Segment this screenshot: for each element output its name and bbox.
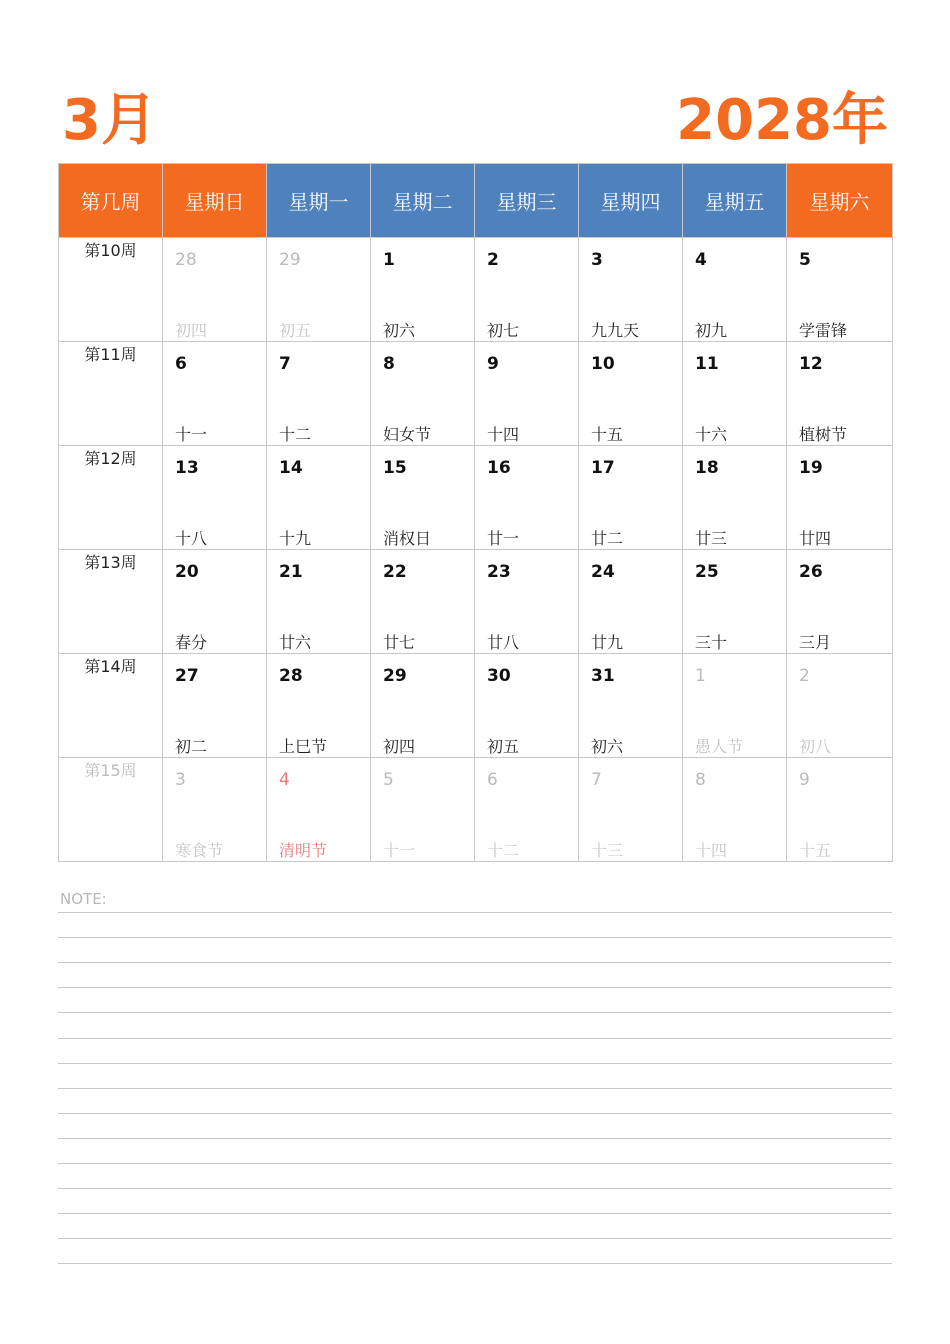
lunar-date: 廿三 xyxy=(695,529,728,548)
lunar-date: 廿九 xyxy=(591,633,624,652)
note-line xyxy=(58,962,892,963)
day-number: 6 xyxy=(487,770,498,790)
day-number: 28 xyxy=(279,666,303,686)
lunar-date: 九九天 xyxy=(591,321,640,340)
note-line xyxy=(58,1113,892,1114)
day-number: 24 xyxy=(591,562,615,582)
day-number: 10 xyxy=(591,354,615,374)
header-monday: 星期一 xyxy=(267,164,371,238)
note-line xyxy=(58,1263,892,1264)
day-number: 26 xyxy=(799,562,823,582)
lunar-date: 初四 xyxy=(383,737,416,756)
day-cell[interactable] xyxy=(267,758,371,862)
lunar-date: 廿七 xyxy=(383,633,416,652)
day-number: 15 xyxy=(383,458,407,478)
lunar-date: 学雷锋 xyxy=(799,321,848,340)
day-cell[interactable] xyxy=(475,342,579,446)
day-number: 9 xyxy=(487,354,499,374)
week-row xyxy=(59,550,893,654)
header-thursday: 星期四 xyxy=(579,164,683,238)
day-number: 22 xyxy=(383,562,407,582)
header-week-number: 第几周 xyxy=(59,164,163,238)
day-number: 2 xyxy=(487,250,499,270)
day-number: 11 xyxy=(695,354,719,374)
day-cell[interactable] xyxy=(787,238,893,342)
lunar-date: 十一 xyxy=(383,841,416,860)
day-number: 16 xyxy=(487,458,511,478)
lunar-date: 初四 xyxy=(175,321,208,340)
day-number: 27 xyxy=(175,666,199,686)
week-row xyxy=(59,238,893,342)
week-number-label: 第14周 xyxy=(59,654,163,758)
day-number: 31 xyxy=(591,666,615,686)
lunar-date: 十二 xyxy=(487,841,520,860)
day-cell[interactable] xyxy=(475,446,579,550)
day-number: 5 xyxy=(799,250,811,270)
lunar-date: 清明节 xyxy=(279,841,328,860)
day-number: 17 xyxy=(591,458,615,478)
week-row xyxy=(59,342,893,446)
year-title: 2028年 xyxy=(676,88,888,153)
day-cell[interactable] xyxy=(787,446,893,550)
day-cell[interactable] xyxy=(267,446,371,550)
week-row xyxy=(59,654,893,758)
lunar-date: 十二 xyxy=(279,425,312,444)
day-cell[interactable] xyxy=(371,238,475,342)
day-cell[interactable] xyxy=(787,654,893,758)
lunar-date: 廿一 xyxy=(487,529,520,548)
day-cell[interactable] xyxy=(475,758,579,862)
day-cell[interactable] xyxy=(163,342,267,446)
day-cell[interactable] xyxy=(579,550,683,654)
day-cell[interactable] xyxy=(475,238,579,342)
header-wednesday: 星期三 xyxy=(475,164,579,238)
lunar-date: 十五 xyxy=(591,425,624,444)
note-line xyxy=(58,1238,892,1239)
lunar-date: 初九 xyxy=(695,321,728,340)
day-number: 5 xyxy=(383,770,394,790)
day-number: 20 xyxy=(175,562,199,582)
day-number: 8 xyxy=(695,770,706,790)
week-number-label: 第13周 xyxy=(59,550,163,654)
day-number: 25 xyxy=(695,562,719,582)
day-cell[interactable] xyxy=(787,758,893,862)
day-cell[interactable] xyxy=(579,446,683,550)
day-number: 4 xyxy=(695,250,707,270)
note-line xyxy=(58,912,892,913)
note-line xyxy=(58,1188,892,1189)
lunar-date: 三十 xyxy=(695,633,728,652)
day-number: 1 xyxy=(695,666,706,686)
weekday-header-row xyxy=(59,164,893,238)
lunar-date: 初六 xyxy=(591,737,624,756)
note-line xyxy=(58,1038,892,1039)
lunar-date: 廿四 xyxy=(799,529,832,548)
day-number: 29 xyxy=(279,250,301,270)
day-number: 4 xyxy=(279,770,290,790)
note-line xyxy=(58,1163,892,1164)
day-cell[interactable] xyxy=(163,446,267,550)
day-cell[interactable] xyxy=(683,758,787,862)
lunar-date: 十九 xyxy=(279,529,312,548)
note-label: NOTE: xyxy=(60,890,107,908)
lunar-date: 十一 xyxy=(175,425,208,444)
note-line xyxy=(58,1012,892,1013)
week-number-label: 第12周 xyxy=(59,446,163,550)
header-saturday: 星期六 xyxy=(787,164,893,238)
day-number: 23 xyxy=(487,562,511,582)
day-cell[interactable] xyxy=(579,758,683,862)
month-title: 3月 xyxy=(62,88,157,153)
day-number: 8 xyxy=(383,354,395,374)
day-number: 6 xyxy=(175,354,187,374)
calendar-grid xyxy=(58,163,893,862)
lunar-date: 廿六 xyxy=(279,633,312,652)
lunar-date: 十三 xyxy=(591,841,624,860)
day-number: 2 xyxy=(799,666,810,686)
day-number: 3 xyxy=(175,770,186,790)
lunar-date: 廿八 xyxy=(487,633,520,652)
day-cell[interactable] xyxy=(683,342,787,446)
lunar-date: 十八 xyxy=(175,529,208,548)
day-cell[interactable] xyxy=(163,654,267,758)
day-number: 9 xyxy=(799,770,810,790)
note-line xyxy=(58,1138,892,1139)
day-cell[interactable] xyxy=(579,654,683,758)
week-row xyxy=(59,758,893,862)
day-number: 7 xyxy=(591,770,602,790)
note-line xyxy=(58,1213,892,1214)
day-cell[interactable] xyxy=(267,238,371,342)
lunar-date: 十四 xyxy=(695,841,728,860)
day-cell[interactable] xyxy=(683,654,787,758)
lunar-date: 初七 xyxy=(487,321,520,340)
day-cell[interactable] xyxy=(163,550,267,654)
day-number: 12 xyxy=(799,354,823,374)
note-line xyxy=(58,1088,892,1089)
lunar-date: 上巳节 xyxy=(279,737,328,756)
day-number: 18 xyxy=(695,458,719,478)
header-friday: 星期五 xyxy=(683,164,787,238)
day-cell[interactable] xyxy=(683,446,787,550)
week-number-label: 第15周 xyxy=(59,758,163,862)
lunar-date: 十五 xyxy=(799,841,832,860)
note-line xyxy=(58,987,892,988)
lunar-date: 消权日 xyxy=(383,529,432,548)
lunar-date: 初五 xyxy=(279,321,312,340)
day-cell[interactable] xyxy=(475,550,579,654)
header-sunday: 星期日 xyxy=(163,164,267,238)
day-number: 30 xyxy=(487,666,511,686)
day-cell[interactable] xyxy=(579,238,683,342)
day-number: 29 xyxy=(383,666,407,686)
day-cell[interactable] xyxy=(267,342,371,446)
lunar-date: 初八 xyxy=(799,737,832,756)
note-line xyxy=(58,1063,892,1064)
lunar-date: 妇女节 xyxy=(383,425,432,444)
day-number: 3 xyxy=(591,250,603,270)
week-number-label: 第10周 xyxy=(59,238,163,342)
day-cell[interactable] xyxy=(579,342,683,446)
week-number-label: 第11周 xyxy=(59,342,163,446)
day-cell[interactable] xyxy=(475,654,579,758)
note-line xyxy=(58,937,892,938)
day-number: 21 xyxy=(279,562,303,582)
lunar-date: 初六 xyxy=(383,321,416,340)
day-cell[interactable] xyxy=(163,238,267,342)
day-number: 19 xyxy=(799,458,823,478)
day-cell[interactable] xyxy=(267,654,371,758)
lunar-date: 三月 xyxy=(799,633,832,652)
lunar-date: 春分 xyxy=(175,633,208,652)
lunar-date: 寒食节 xyxy=(175,841,224,860)
day-number: 7 xyxy=(279,354,291,374)
day-cell[interactable] xyxy=(683,550,787,654)
day-number: 13 xyxy=(175,458,199,478)
lunar-date: 初二 xyxy=(175,737,208,756)
lunar-date: 十六 xyxy=(695,425,728,444)
day-cell[interactable] xyxy=(371,342,475,446)
day-cell[interactable] xyxy=(163,758,267,862)
day-number: 14 xyxy=(279,458,303,478)
day-cell[interactable] xyxy=(371,446,475,550)
day-number: 28 xyxy=(175,250,197,270)
day-cell[interactable] xyxy=(787,342,893,446)
week-row xyxy=(59,446,893,550)
day-cell[interactable] xyxy=(267,550,371,654)
header-tuesday: 星期二 xyxy=(371,164,475,238)
lunar-date: 愚人节 xyxy=(695,737,744,756)
lunar-date: 十四 xyxy=(487,425,520,444)
lunar-date: 廿二 xyxy=(591,529,624,548)
day-cell[interactable] xyxy=(787,550,893,654)
lunar-date: 植树节 xyxy=(799,425,848,444)
lunar-date: 初五 xyxy=(487,737,520,756)
day-cell[interactable] xyxy=(371,654,475,758)
day-cell[interactable] xyxy=(371,550,475,654)
day-cell[interactable] xyxy=(683,238,787,342)
day-cell[interactable] xyxy=(371,758,475,862)
day-number: 1 xyxy=(383,250,395,270)
